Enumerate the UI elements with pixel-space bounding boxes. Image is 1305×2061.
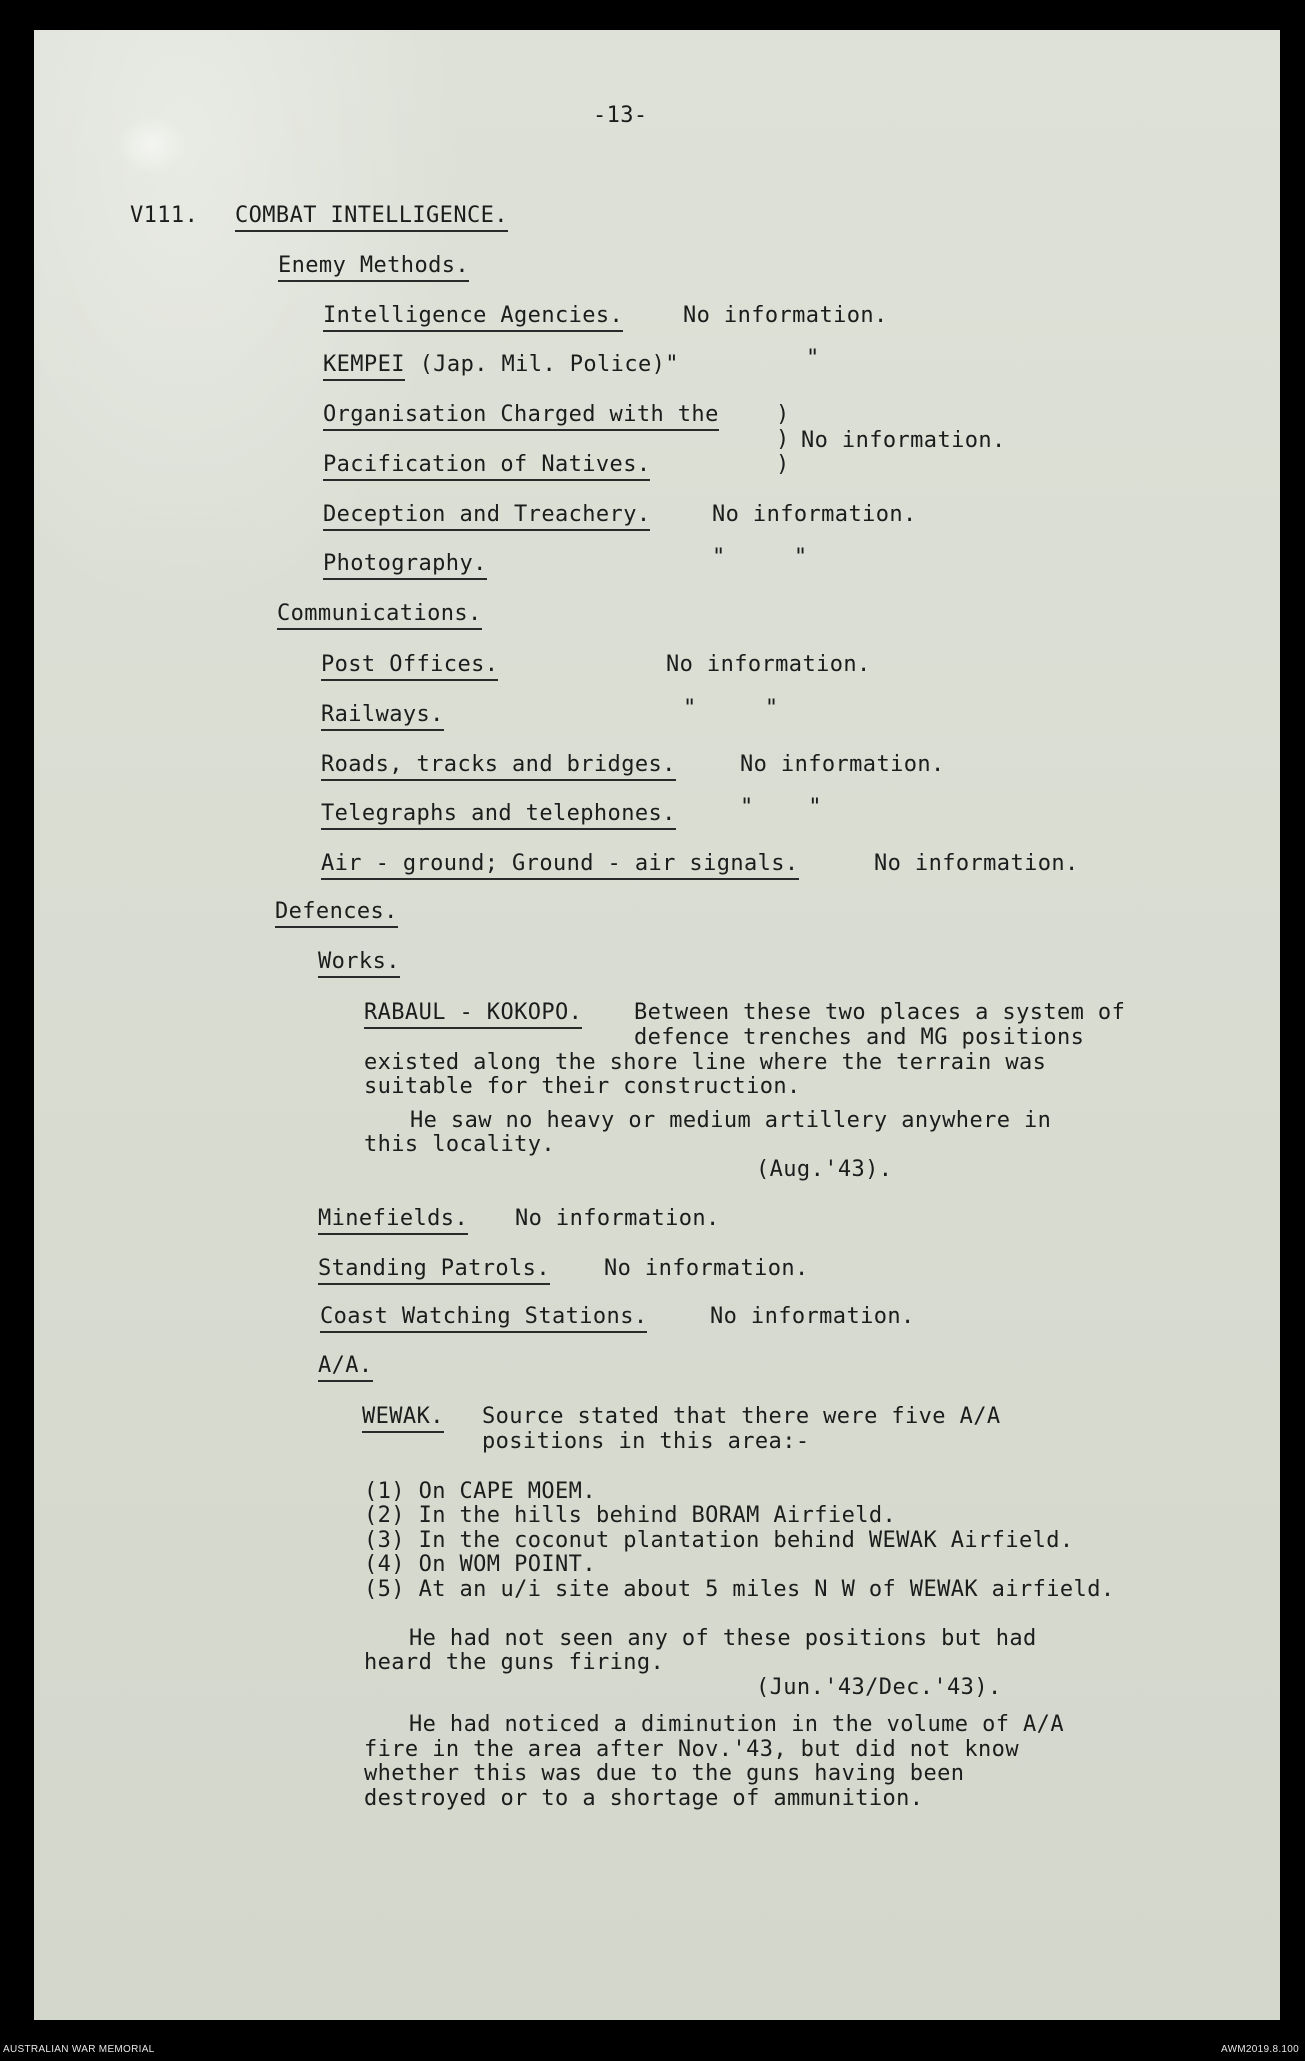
diminution-line4: destroyed or to a shortage of ammunition.: [364, 1786, 924, 1811]
telegraphs-label: Telegraphs and telephones.: [321, 801, 676, 830]
works-heading: Works.: [318, 949, 400, 978]
roads-label: Roads, tracks and bridges.: [321, 752, 676, 781]
aa-position-4: (4) On WOM POINT.: [364, 1552, 596, 1577]
photography-value: " ": [712, 545, 808, 570]
standing-patrols-label: Standing Patrols.: [318, 1256, 550, 1285]
artillery-line2: this locality.: [364, 1132, 556, 1157]
not-seen-line2: heard the guns firing.: [364, 1650, 665, 1675]
organisation-line1: Organisation Charged with the: [323, 402, 719, 431]
diminution-line3: whether this was due to the guns having been: [364, 1761, 965, 1786]
diminution-line2: fire in the area after Nov.'43, but did not know: [364, 1737, 1019, 1762]
coast-watching-label: Coast Watching Stations.: [320, 1304, 647, 1333]
aa-position-2: (2) In the hills behind BORAM Airfield.: [364, 1503, 897, 1528]
rabaul-line1: Between these two places a system of: [634, 1000, 1126, 1025]
rabaul-line2: defence trenches and MG positions: [634, 1025, 1085, 1050]
footer-right: AWM2019.8.100: [1220, 2044, 1299, 2055]
defences-heading: Defences.: [275, 899, 398, 928]
organisation-line2: Pacification of Natives.: [323, 452, 650, 481]
wewak-label: WEWAK.: [362, 1404, 444, 1433]
standing-patrols-value: No information.: [604, 1256, 809, 1281]
rabaul-line3: existed along the shore line where the terrain was: [364, 1050, 1047, 1075]
aa-position-3: (3) In the coconut plantation behind WEWAK Airfield.: [364, 1528, 1074, 1553]
intelligence-agencies-label: Intelligence Agencies.: [323, 303, 623, 332]
post-offices-label: Post Offices.: [321, 652, 498, 681]
railways-value: " ": [683, 696, 779, 721]
kempei-rest: (Jap. Mil. Police)": [406, 352, 679, 377]
section-number: V111.: [130, 203, 199, 228]
section-title: COMBAT INTELLIGENCE.: [235, 203, 508, 232]
wewak-line1: Source stated that there were five A/A: [482, 1404, 1001, 1429]
deception-label: Deception and Treachery.: [323, 502, 650, 531]
coast-watching-value: No information.: [710, 1304, 915, 1329]
air-ground-value: No information.: [874, 851, 1079, 876]
aa-heading: A/A.: [318, 1353, 373, 1382]
footer-left: AUSTRALIAN WAR MEMORIAL: [3, 2044, 155, 2055]
aa-position-5: (5) At an u/i site about 5 miles N W of WEWAK airfield.: [364, 1577, 1115, 1602]
roads-value: No information.: [740, 752, 945, 777]
railways-label: Railways.: [321, 702, 444, 731]
kempei-value: ": [806, 346, 820, 371]
rabaul-line4: suitable for their construction.: [364, 1074, 801, 1099]
not-seen-line1: He had not seen any of these positions but had: [409, 1626, 1037, 1651]
deception-value: No information.: [712, 502, 917, 527]
artillery-line1: He saw no heavy or medium artillery anywhere in: [410, 1108, 1052, 1133]
works-date: (Aug.'43).: [756, 1157, 893, 1182]
post-offices-value: No information.: [666, 652, 871, 677]
right-brace: ) ) ): [776, 402, 790, 477]
wewak-line2: positions in this area:-: [482, 1429, 810, 1454]
aa-position-1: (1) On CAPE MOEM.: [364, 1479, 596, 1504]
telegraphs-value: " ": [740, 795, 822, 820]
intelligence-agencies-value: No information.: [683, 303, 888, 328]
photography-label: Photography.: [323, 551, 487, 580]
air-ground-label: Air - ground; Ground - air signals.: [321, 851, 799, 880]
diminution-line1: He had noticed a diminution in the volume of A/A: [409, 1712, 1064, 1737]
organisation-value: No information.: [801, 428, 1006, 453]
rabaul-label: RABAUL - KOKOPO.: [364, 1000, 582, 1029]
not-seen-date: (Jun.'43/Dec.'43).: [756, 1675, 1002, 1700]
enemy-methods-heading: Enemy Methods.: [278, 253, 469, 282]
minefields-label: Minefields.: [318, 1206, 468, 1235]
paper-crease: [116, 115, 186, 175]
minefields-value: No information.: [515, 1206, 720, 1231]
page-number: -13-: [593, 103, 648, 128]
kempei-label: KEMPEI: [323, 352, 405, 381]
communications-heading: Communications.: [277, 601, 482, 630]
